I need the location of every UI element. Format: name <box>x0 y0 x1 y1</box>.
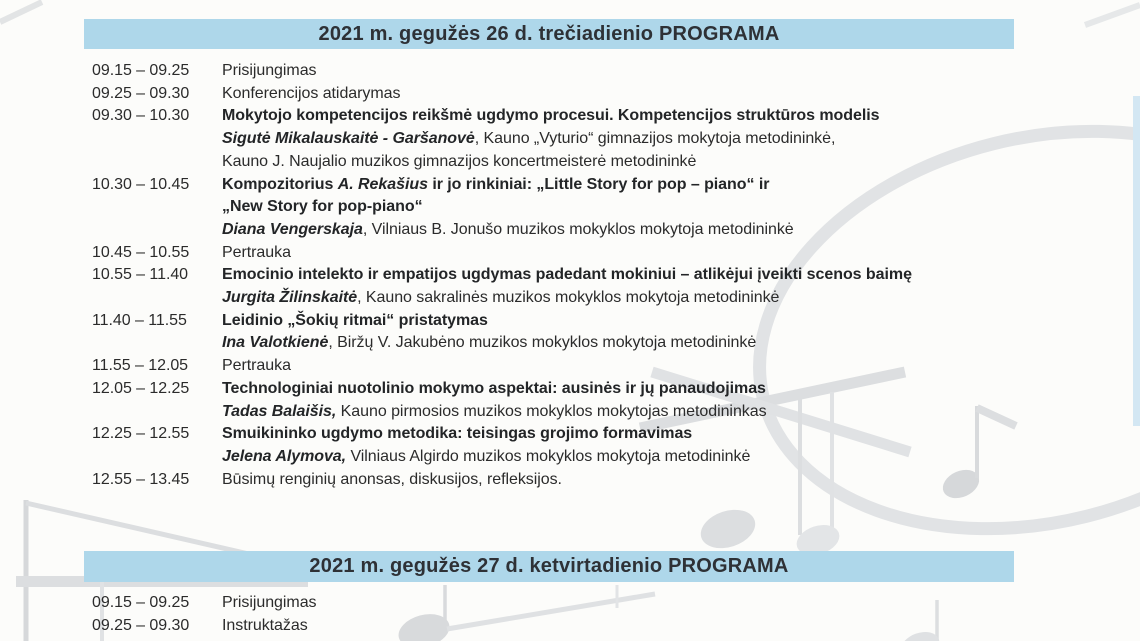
event-time: 10.30 – 10.45 <box>92 175 190 193</box>
day1-schedule <box>92 60 1112 491</box>
speaker-name: Sigutė Mikalauskaitė - Garšanovė <box>222 130 475 148</box>
event-line <box>222 469 1112 492</box>
session-title: ir jo rinkiniai: „Little Story for pop – piano“ ir <box>427 175 770 193</box>
event-description <box>222 242 1112 265</box>
event-description <box>222 174 1112 242</box>
event-line <box>222 355 1112 378</box>
event-line <box>222 615 1112 638</box>
event-time: 11.55 – 12.05 <box>92 357 189 375</box>
event-time: 09.15 – 09.25 <box>92 594 190 611</box>
event-line <box>222 423 1112 446</box>
schedule-row <box>92 174 1112 242</box>
schedule-row <box>92 310 1112 355</box>
day2-banner <box>84 551 1014 582</box>
event-description <box>222 310 1112 355</box>
corner-mark-watermark <box>1085 5 1140 25</box>
schedule-row <box>92 615 1112 638</box>
event-time: 09.30 – 10.30 <box>92 107 190 125</box>
event-line <box>222 151 1112 174</box>
session-title: Emocinio intelekto ir empatijos ugdymas padedant mokiniui – atlikėjui įveikti scenos baimę <box>222 266 912 284</box>
event-description <box>222 264 1112 309</box>
event-description <box>222 592 1112 615</box>
event-line <box>222 60 1112 83</box>
session-text: , Biržų V. Jakubėno muzikos mokyklos mokytoja metodininkė <box>328 334 757 352</box>
schedule-row <box>92 83 1112 106</box>
day2-schedule <box>92 592 1112 637</box>
event-time: 09.15 – 09.25 <box>92 62 190 79</box>
session-text: Būsimų renginių anonsas, diskusijos, refleksijos. <box>222 470 562 488</box>
session-text: Pertrauka <box>222 357 291 375</box>
event-line <box>222 174 1112 197</box>
session-title: Mokytojo kompetencijos reikšmė ugdymo procesui. Kompetencijos struktūros modelis <box>222 107 880 125</box>
schedule-row <box>92 264 1112 309</box>
event-description <box>222 105 1112 173</box>
event-description <box>222 83 1112 106</box>
speaker-name: Jelena Alymova, <box>222 447 347 465</box>
speaker-name: Ina Valotkienė <box>222 334 329 352</box>
schedule-row <box>92 592 1112 615</box>
event-time: 12.05 – 12.25 <box>92 379 190 397</box>
event-line <box>222 128 1112 151</box>
session-text: Prisijungimas <box>222 62 317 79</box>
event-time: 12.55 – 13.45 <box>92 470 190 488</box>
session-text: Pertrauka <box>222 243 291 261</box>
session-text: , Kauno „Vyturio“ gimnazijos mokytoja metodininkė, <box>474 130 836 148</box>
day1-banner <box>84 19 1014 49</box>
speaker-name: A. Rekašius <box>337 175 428 193</box>
event-line <box>222 242 1112 265</box>
session-title: Technologiniai nuotolinio mokymo aspektai: ausinės ir jų panaudojimas <box>222 379 766 397</box>
session-text: Prisijungimas <box>222 594 317 611</box>
session-text: , Vilniaus B. Jonušo muzikos mokyklos mokytoja metodininkė <box>362 220 794 238</box>
schedule-row <box>92 423 1112 468</box>
event-description <box>222 60 1112 83</box>
event-line <box>222 446 1112 469</box>
session-title: Leidinio „Šokių ritmai“ pristatymas <box>222 311 488 329</box>
session-text: Kauno pirmosios muzikos mokyklos mokytojas metodininkas <box>336 402 767 420</box>
event-line <box>222 332 1112 355</box>
event-line <box>222 592 1112 615</box>
schedule-row <box>92 378 1112 423</box>
session-text: , Kauno sakralinės muzikos mokyklos mokytoja metodininkė <box>357 289 780 307</box>
event-time: 11.40 – 11.55 <box>92 311 187 329</box>
event-time: 09.25 – 09.30 <box>92 616 190 634</box>
session-text: Kauno J. Naujalio muzikos gimnazijos koncertmeisterė metodininkė <box>222 152 697 170</box>
schedule-row <box>92 105 1112 173</box>
corner-mark-watermark <box>0 2 42 22</box>
event-line <box>222 196 1112 219</box>
schedule-row <box>92 242 1112 265</box>
schedule-row <box>92 469 1112 492</box>
edge-strip <box>1133 96 1140 426</box>
event-line <box>222 287 1112 310</box>
session-title: Smuikininko ugdymo metodika: teisingas grojimo formavimas <box>222 425 693 443</box>
speaker-name: Tadas Balaišis, <box>222 402 337 420</box>
event-line <box>222 264 1112 287</box>
speaker-name: Diana Vengerskaja <box>222 220 363 238</box>
event-line <box>222 105 1112 128</box>
session-title: Kompozitorius <box>222 175 338 193</box>
note-head-watermark <box>696 503 760 555</box>
event-time: 10.55 – 11.40 <box>92 266 189 284</box>
event-time: 09.25 – 09.30 <box>92 84 190 102</box>
session-title: „New Story for pop-piano“ <box>222 198 423 216</box>
schedule-row <box>92 60 1112 83</box>
day1-title: 2021 m. gegužės 26 d. trečiadienio PROGRAMA <box>318 22 780 45</box>
event-description <box>222 423 1112 468</box>
event-time: 10.45 – 10.55 <box>92 243 190 261</box>
event-description <box>222 378 1112 423</box>
event-line <box>222 310 1112 333</box>
speaker-name: Jurgita Žilinskaitė <box>222 289 358 307</box>
day2-title: 2021 m. gegužės 27 d. ketvirtadienio PROGRAMA <box>309 555 789 577</box>
event-time: 12.25 – 12.55 <box>92 425 190 443</box>
event-description <box>222 615 1112 638</box>
event-line <box>222 401 1112 424</box>
event-line <box>222 378 1112 401</box>
event-line <box>222 83 1112 106</box>
event-line <box>222 219 1112 242</box>
session-text: Konferencijos atidarymas <box>222 84 401 102</box>
session-text: Instruktažas <box>222 616 308 634</box>
schedule-row <box>92 355 1112 378</box>
session-text: Vilniaus Algirdo muzikos mokyklos mokytoja metodininkė <box>346 447 751 465</box>
event-description <box>222 469 1112 492</box>
event-description <box>222 355 1112 378</box>
